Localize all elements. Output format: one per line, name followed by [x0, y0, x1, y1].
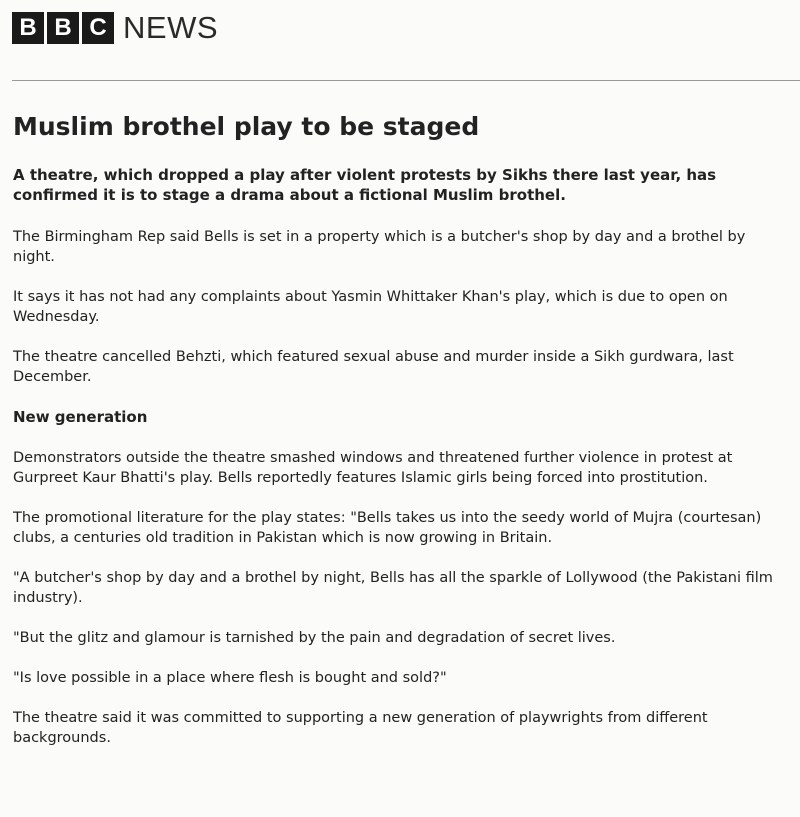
article-paragraph: Demonstrators outside the theatre smashed windows and threatened further violence in protest at Gurpreet Kaur Bhatti's play. Bells reportedly features Islamic girls being forced into prostitution. [13, 450, 733, 486]
article-paragraph: The Birmingham Rep said Bells is set in a property which is a butcher's shop by day and a brothel by night. [13, 229, 746, 265]
article-paragraph: "Is love possible in a place where flesh is bought and sold?" [13, 670, 447, 686]
article-paragraph: The promotional literature for the play states: "Bells takes us into the seedy world of Mujra (courtesan) clubs, a centuries old tradition in Pakistan which is now growing in Britain. [13, 510, 762, 546]
article-paragraph: The theatre cancelled Behzti, which featured sexual abuse and murder inside a Sikh gurdwara, last December. [13, 349, 734, 385]
article-paragraph: The theatre said it was committed to supporting a new generation of playwrights from different backgrounds. [13, 710, 708, 746]
article-paragraph: "But the glitz and glamour is tarnished by the pain and degradation of secret lives. [13, 630, 616, 646]
header-divider [12, 80, 800, 81]
logo-letter-b2: B [47, 12, 79, 44]
bbc-news-logo[interactable] [12, 12, 218, 44]
logo-news-word: NEWS [123, 10, 218, 45]
article-headline: Muslim brothel play to be staged [13, 112, 480, 141]
article-paragraph: "A butcher's shop by day and a brothel by night, Bells has all the sparkle of Lollywood (the Pakistani film industry). [13, 570, 773, 606]
article-body [13, 110, 788, 768]
logo-letter-c: C [82, 12, 114, 44]
logo-letter-b1: B [12, 12, 44, 44]
article-subheading: New generation [13, 408, 148, 426]
article-intro: A theatre, which dropped a play after violent protests by Sikhs there last year, has confirmed it is to stage a drama about a fictional Muslim brothel. [13, 166, 717, 204]
article-paragraph: It says it has not had any complaints about Yasmin Whittaker Khan's play, which is due to open on Wednesday. [13, 289, 728, 325]
